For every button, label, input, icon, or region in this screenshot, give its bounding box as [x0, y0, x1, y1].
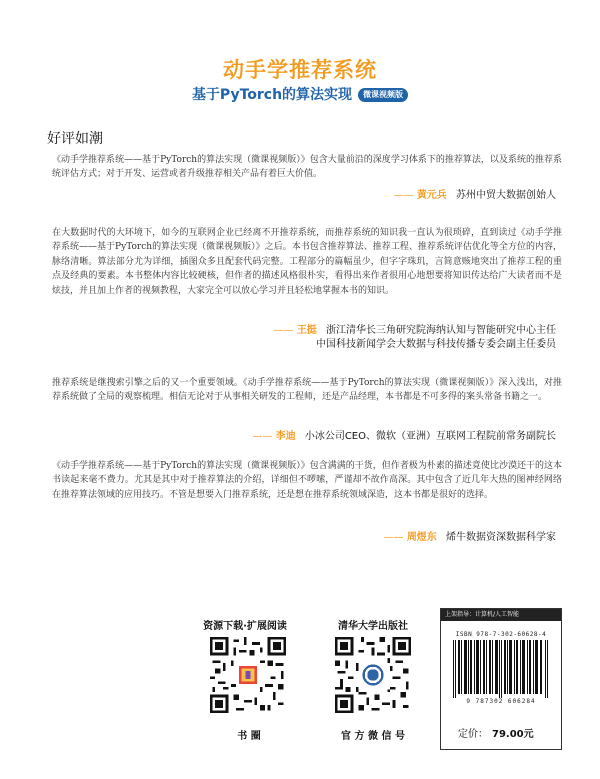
reviewer-title: 浙江清华长三角研究院海纳认知与智能研究中心主任: [326, 325, 556, 336]
price: [458, 725, 534, 740]
review-text-4: 《动手学推荐系统——基于PyTorch的算法实现（微课视频版）》包含满满的干货，但作者极为朴素的描述竟使比沙漠还干的这本书读起来毫不费力。尤其是其中对于推荐算法的介绍，详细但不啰嗦，严谨却不故作高深。其中包含了近几年大热的图神经网络在推荐算法领域的应用技巧。不管是想要入门推荐系统，还是想在推荐系统领域深造，这本书都是很好的选择。: [52, 461, 562, 500]
attribution-dash: ——: [273, 325, 294, 336]
review-attribution-3: [252, 430, 556, 444]
barcode-icon: [451, 640, 551, 698]
reviewer-title: 烯牛数据资深数据科学家: [446, 532, 556, 543]
reviewer-name: 王挺: [296, 325, 317, 336]
review-text-3: 推荐系统是继搜索引擎之后的又一个重要领域。《动手学推荐系统——基于PyTorch的算法实现（微课视频版）》深入浅出，对推荐系统做了全局的观察梳理。相信无论对于从事相关研发的工程师，还是产品经理，本书都是不可多得的案头常备书籍之一。: [52, 378, 562, 403]
qr-code-wechat[interactable]: [335, 637, 411, 713]
price-amount: 79.00元: [492, 729, 534, 740]
qr-pattern: [210, 637, 286, 713]
edition-badge: 微课视频版: [358, 88, 408, 102]
review-text-1: 《动手学推荐系统——基于PyTorch的算法实现（微课视频版）》包含大量前沿的深度学习体系下的推荐算法，以及系统的推荐系统评估方式；对于开发、运营或者升级推荐相关产品有着巨大价值。: [52, 155, 562, 180]
barcode-number: 9 787302 606284: [466, 698, 536, 705]
attribution-dash: ——: [393, 190, 414, 201]
review-attribution-4: [384, 531, 556, 545]
price-label: 定价：: [458, 729, 488, 740]
reviewer-name: 李迪: [275, 431, 296, 442]
subtitle-row: [0, 86, 600, 104]
reviewer-name: 黄元兵: [416, 190, 447, 201]
cover-title-block: [0, 58, 600, 104]
book-subtitle: 基于PyTorch的算法实现: [191, 87, 353, 103]
qr-top-label-2: 清华大学出版社: [338, 621, 408, 632]
attribution-dash: ——: [383, 532, 404, 543]
book-title: 动手学推荐系统: [223, 58, 377, 82]
qr-bottom-label-1: 书 圈: [237, 731, 261, 742]
review-text-2: 在大数据时代的大环境下，如今的互联网企业已经离不开推荐系统，而推荐系统的知识我一直认为很琐碎，直到读过《动手学推荐系统——基于PyTorch的算法实现（微课视频版）》之后。本书包含推荐算法、推荐工程、推荐系统评估优化等全方位的内容，脉络清晰。算法部分尤为详细，插图众多且配套代码完整。工程部分的篇幅虽少，但字字珠玑，言简意赅地突出了推荐工程的重点及经典的要素。本书整体内容比较硬核，但作者的描述风格很朴实，看得出来作者很用心地想要将知识传达给广大读者而不是炫技，并且加上作者的视频教程，大家完全可以放心学习并且轻松地掌握本书的知识。: [52, 228, 562, 296]
qr-top-label-1: 资源下载·扩展阅读: [203, 621, 287, 632]
isbn-text: ISBN 978-7-302-60628-4: [455, 631, 547, 638]
reviewer-title: 小冰公司CEO、微软（亚洲）互联网工程院前常务副院长: [304, 431, 556, 442]
review-attribution-2: [274, 324, 556, 352]
attribution-dash: ——: [252, 431, 273, 442]
qr-bottom-label-2: 官 方 微 信 号: [341, 731, 405, 742]
reviewer-title-line2: 中国科技新闻学会大数据与科技传播专委会副主任委员: [316, 339, 556, 350]
reviewer-name: 周煜东: [406, 532, 437, 543]
review-attribution-1: [394, 189, 556, 203]
reviewer-title: 苏州中贸大数据创始人: [456, 190, 556, 201]
section-heading: 好评如潮: [47, 131, 103, 147]
qr-code-resources[interactable]: [210, 637, 286, 713]
qr-pattern: [335, 637, 411, 713]
shelving-guide: 上架指导：计算机/人工智能: [441, 609, 561, 621]
